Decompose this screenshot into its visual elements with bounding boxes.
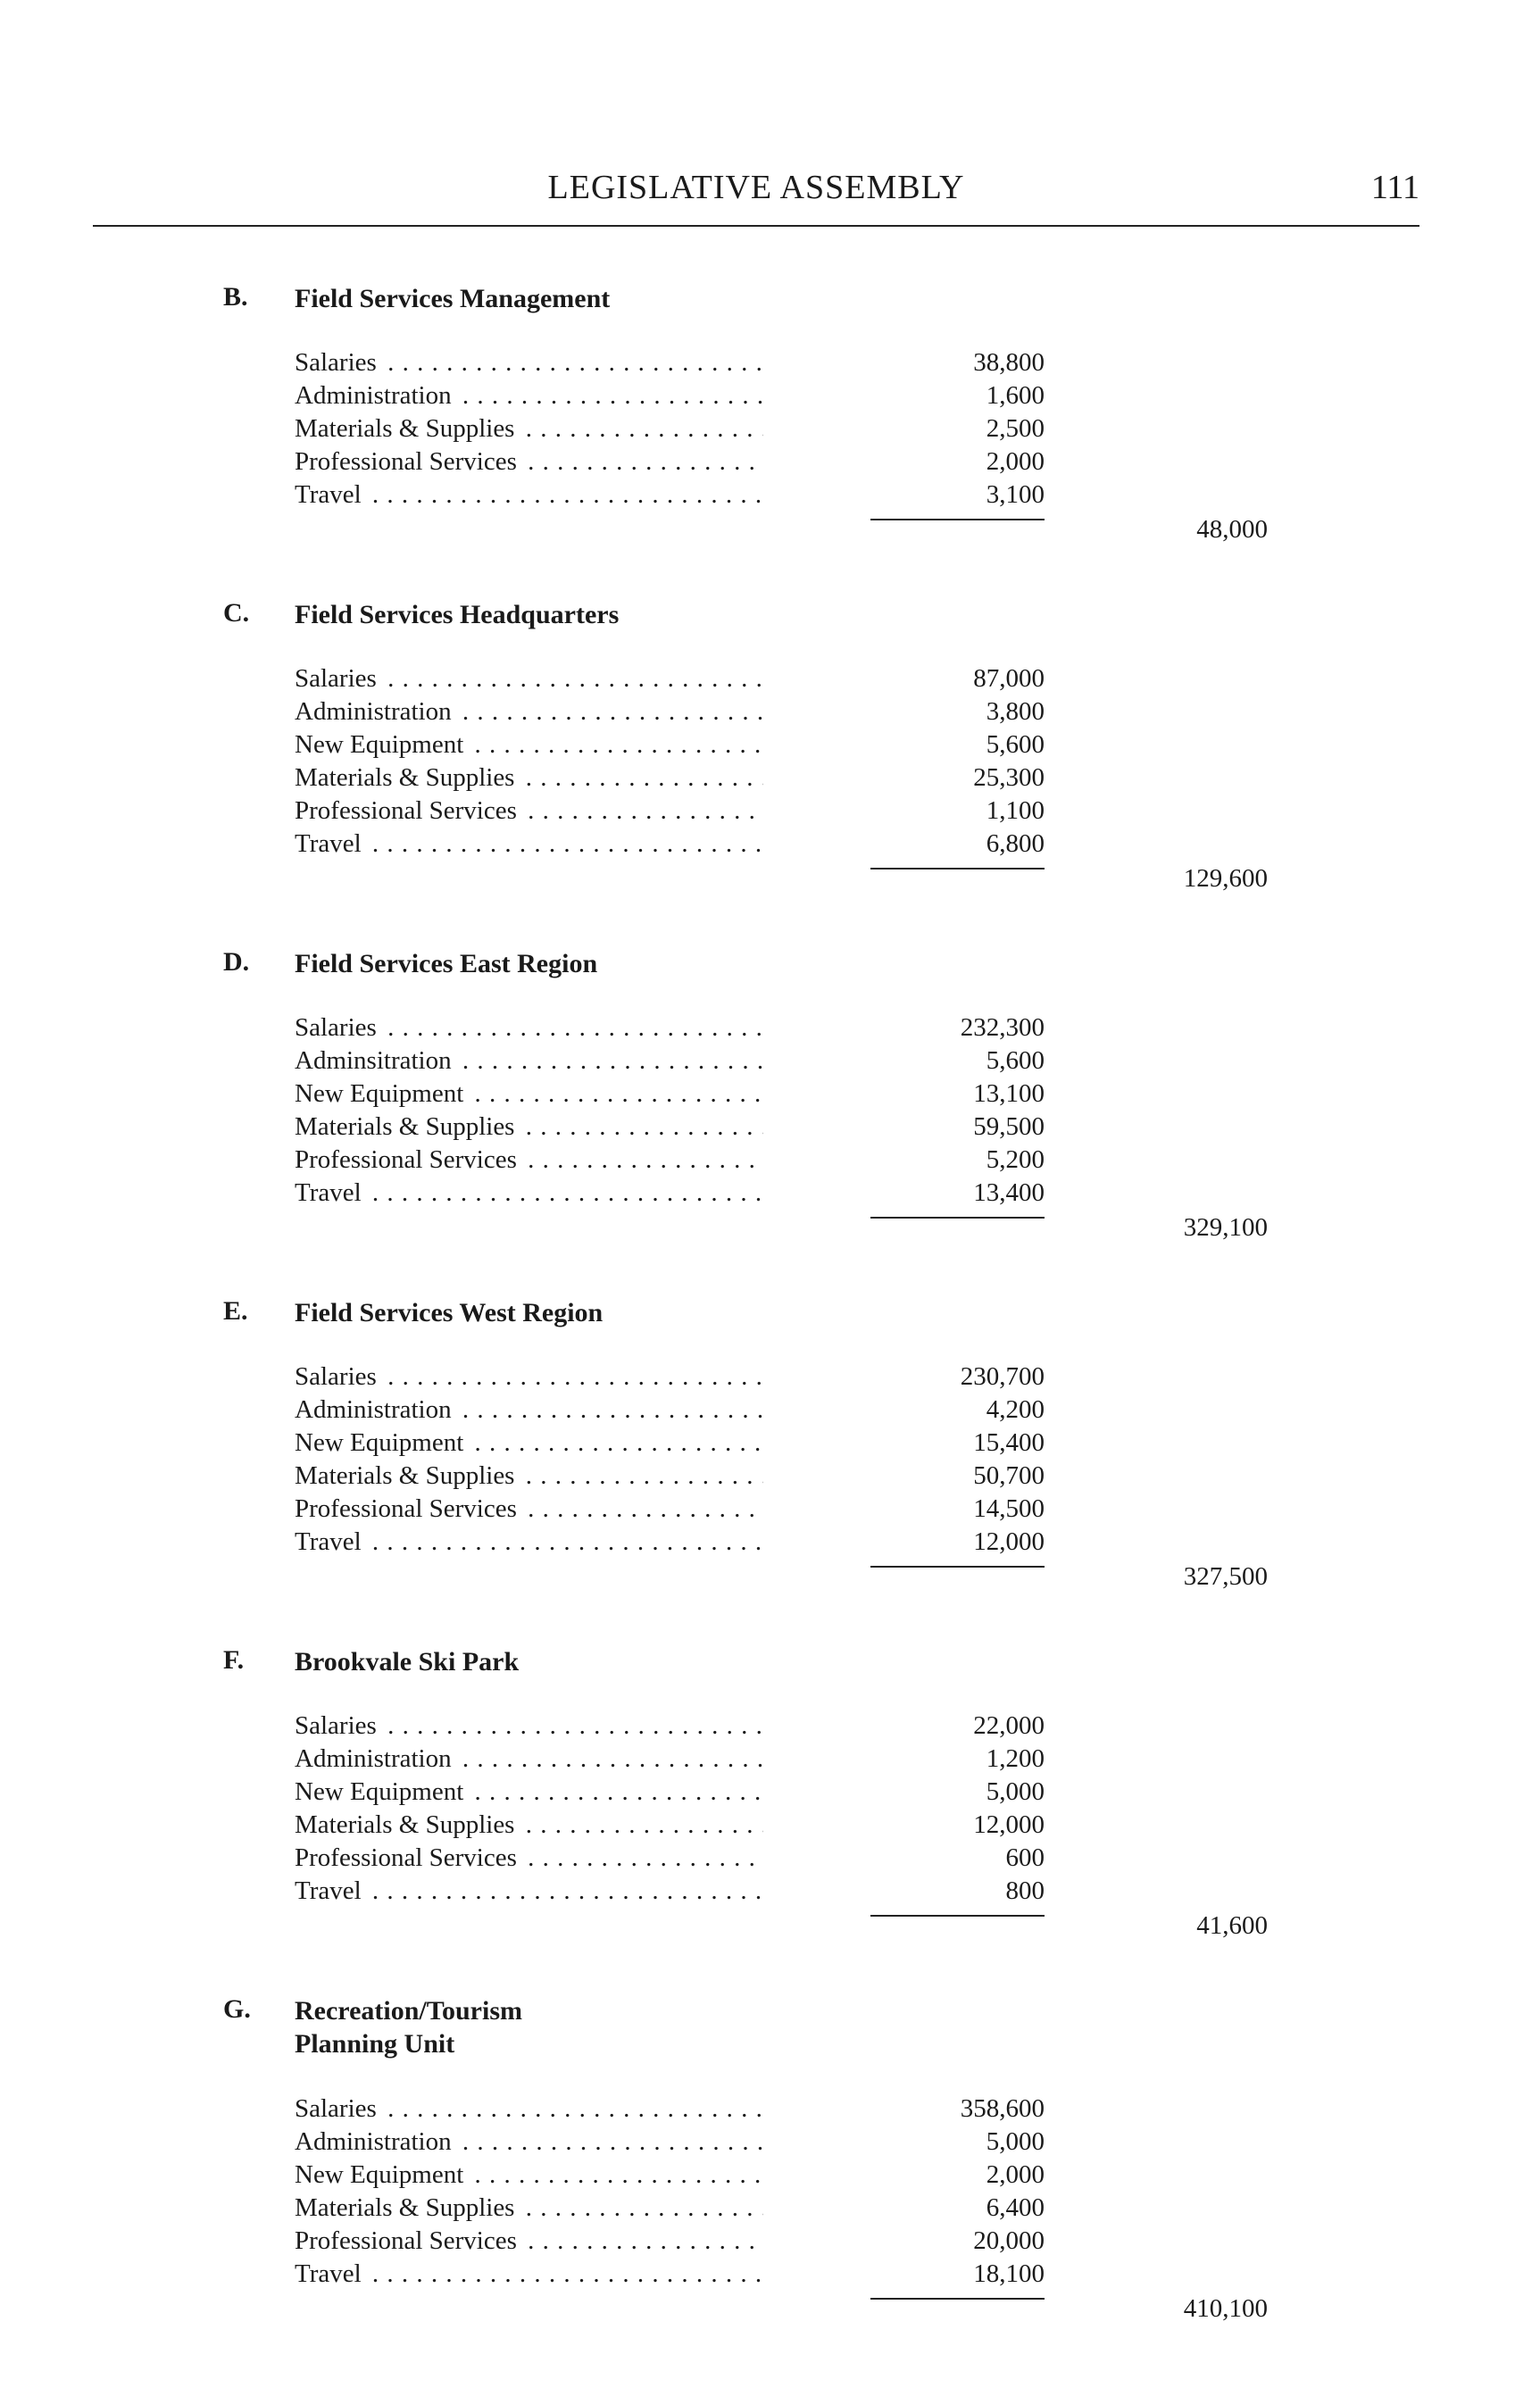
- line-item-label: Professional Services . . .: [295, 445, 763, 478]
- subtotal-rule: [870, 2298, 1045, 2300]
- section-total: 129,600: [1183, 864, 1268, 893]
- line-item: [295, 379, 1205, 412]
- line-item-amount: 5,000: [986, 1777, 1045, 1806]
- line-item: [295, 1144, 1205, 1177]
- line-item-label: Professional Services . . .: [295, 1493, 763, 1526]
- line-item: [295, 695, 1205, 728]
- header-divider: [93, 225, 1419, 227]
- line-item-label: New Equipment . . .: [295, 728, 763, 761]
- line-item-amount: 87,000: [973, 664, 1045, 693]
- line-item-amount: 358,600: [960, 2094, 1045, 2123]
- line-item: [295, 1809, 1205, 1842]
- line-items: [295, 346, 1205, 512]
- line-item-label: Professional Services . . .: [295, 795, 763, 828]
- line-item: [295, 346, 1205, 379]
- line-item-amount: 14,500: [973, 1494, 1045, 1523]
- line-item: [295, 412, 1205, 445]
- line-item: [295, 1011, 1205, 1044]
- budget-section: [223, 1994, 1268, 2324]
- line-item: [295, 1460, 1205, 1493]
- line-item-amount: 18,100: [973, 2259, 1045, 2288]
- line-item-amount: 50,700: [973, 1461, 1045, 1490]
- section-heading: [223, 1645, 1205, 1690]
- line-item-label: Salaries . . .: [295, 346, 763, 379]
- line-item-amount: 25,300: [973, 763, 1045, 792]
- section-letter: E.: [223, 1296, 248, 1326]
- section-total: 41,600: [1196, 1911, 1268, 1940]
- line-item-label: Adminsitration . . .: [295, 1044, 763, 1078]
- line-item-label: Travel . . .: [295, 1875, 763, 1908]
- section-total-row: [295, 861, 1268, 894]
- line-item: [295, 1776, 1205, 1809]
- line-item: [295, 1427, 1205, 1460]
- line-item-label: Professional Services . . .: [295, 1144, 763, 1177]
- line-item-label: Professional Services . . .: [295, 1842, 763, 1875]
- page-header: [93, 159, 1419, 221]
- line-item-amount: 12,000: [973, 1527, 1045, 1556]
- line-item-label: Salaries . . .: [295, 2093, 763, 2126]
- line-item-label: Administration . . .: [295, 1743, 763, 1776]
- section-total: 329,100: [1183, 1213, 1268, 1242]
- subtotal-rule: [870, 1915, 1045, 1917]
- section-heading: [223, 1994, 1205, 2073]
- line-item: [295, 1743, 1205, 1776]
- line-item-label: Travel . . .: [295, 828, 763, 861]
- line-item-label: New Equipment . . .: [295, 1078, 763, 1111]
- line-item-amount: 800: [1005, 1876, 1045, 1905]
- page-number: 111: [1370, 169, 1419, 206]
- line-item: [295, 1360, 1205, 1394]
- section-title: [295, 1994, 741, 2060]
- line-item-label: Materials & Supplies . . .: [295, 1460, 763, 1493]
- line-item: [295, 662, 1205, 695]
- line-item-amount: 2,500: [986, 414, 1045, 443]
- line-item-amount: 1,100: [986, 796, 1045, 825]
- line-item-amount: 3,800: [986, 697, 1045, 726]
- section-total-row: [295, 2291, 1268, 2324]
- line-item-label: Administration . . .: [295, 379, 763, 412]
- section-total: 410,100: [1183, 2294, 1268, 2323]
- line-item-amount: 12,000: [973, 1810, 1045, 1839]
- page-title: LEGISLATIVE ASSEMBLY: [547, 169, 965, 206]
- line-item-label: Travel . . .: [295, 478, 763, 512]
- line-item-label: Administration . . .: [295, 2126, 763, 2159]
- section-letter: B.: [223, 282, 248, 312]
- section-letter: F.: [223, 1645, 245, 1675]
- line-item: [295, 2258, 1205, 2291]
- section-letter: G.: [223, 1994, 251, 2024]
- line-item-label: New Equipment . . .: [295, 1427, 763, 1460]
- line-item-label: Travel . . .: [295, 1526, 763, 1559]
- line-item-amount: 5,600: [986, 730, 1045, 759]
- section-total: 48,000: [1196, 515, 1268, 544]
- line-item-label: Salaries . . .: [295, 1011, 763, 1044]
- line-item: [295, 1493, 1205, 1526]
- line-item-amount: 6,800: [986, 829, 1045, 858]
- section-title: Field Services Management: [295, 284, 611, 313]
- line-item-label: Materials & Supplies . . .: [295, 412, 763, 445]
- line-item-label: Travel . . .: [295, 1177, 763, 1210]
- line-item-label: Materials & Supplies . . .: [295, 761, 763, 795]
- line-item: [295, 1842, 1205, 1875]
- line-item-label: Salaries . . .: [295, 662, 763, 695]
- line-item-label: Travel . . .: [295, 2258, 763, 2291]
- line-item-amount: 22,000: [973, 1711, 1045, 1740]
- section-heading: [223, 282, 1205, 327]
- line-item-label: Salaries . . .: [295, 1710, 763, 1743]
- line-item-amount: 5,600: [986, 1046, 1045, 1075]
- section-letter: C.: [223, 598, 250, 628]
- section-total-row: [295, 512, 1268, 545]
- line-item: [295, 1078, 1205, 1111]
- subtotal-rule: [870, 1217, 1045, 1219]
- section-heading: [223, 1296, 1205, 1341]
- budget-section: [223, 1645, 1268, 1941]
- line-item-amount: 5,000: [986, 2127, 1045, 2156]
- section-title: Field Services East Region: [295, 949, 598, 978]
- line-items: [295, 662, 1205, 861]
- line-item: [295, 2126, 1205, 2159]
- line-item-label: Administration . . .: [295, 1394, 763, 1427]
- budget-section: [223, 947, 1268, 1243]
- line-items: [295, 1360, 1205, 1559]
- line-item-amount: 2,000: [986, 2160, 1045, 2189]
- line-item: [295, 2192, 1205, 2225]
- line-item-amount: 13,100: [973, 1079, 1045, 1108]
- line-item: [295, 1044, 1205, 1078]
- section-title-line: Recreation/Tourism: [295, 1996, 522, 2026]
- line-item-amount: 6,400: [986, 2193, 1045, 2222]
- line-item: [295, 795, 1205, 828]
- budget-section: [223, 282, 1268, 545]
- line-item: [295, 828, 1205, 861]
- line-items: [295, 1710, 1205, 1908]
- line-item-amount: 38,800: [973, 348, 1045, 377]
- line-item-amount: 4,200: [986, 1395, 1045, 1424]
- section-heading: [223, 947, 1205, 992]
- budget-section: [223, 598, 1268, 894]
- line-item: [295, 2159, 1205, 2192]
- line-item-amount: 3,100: [986, 480, 1045, 509]
- line-item-label: New Equipment . . .: [295, 2159, 763, 2192]
- budget-section: [223, 1296, 1268, 1592]
- budget-sections: [223, 282, 1268, 2377]
- line-item-amount: 230,700: [960, 1362, 1045, 1391]
- section-title: Field Services West Region: [295, 1298, 604, 1327]
- line-item: [295, 1526, 1205, 1559]
- section-title: Field Services Headquarters: [295, 600, 620, 629]
- section-total-row: [295, 1908, 1268, 1941]
- line-item: [295, 2093, 1205, 2126]
- section-total-row: [295, 1210, 1268, 1243]
- section-title: Brookvale Ski Park: [295, 1647, 520, 1677]
- line-item: [295, 2225, 1205, 2258]
- line-item-amount: 13,400: [973, 1178, 1045, 1207]
- line-item-label: Materials & Supplies . . .: [295, 1111, 763, 1144]
- line-item-amount: 232,300: [960, 1013, 1045, 1042]
- line-item: [295, 1394, 1205, 1427]
- line-item-label: Materials & Supplies . . .: [295, 1809, 763, 1842]
- line-item: [295, 1875, 1205, 1908]
- line-item-label: Salaries . . .: [295, 1360, 763, 1394]
- line-item-label: Professional Services . . .: [295, 2225, 763, 2258]
- line-item: [295, 728, 1205, 761]
- section-heading: [223, 598, 1205, 643]
- subtotal-rule: [870, 1566, 1045, 1568]
- line-item-amount: 1,200: [986, 1744, 1045, 1773]
- line-item: [295, 1710, 1205, 1743]
- line-item-amount: 59,500: [973, 1112, 1045, 1141]
- line-item: [295, 1177, 1205, 1210]
- subtotal-rule: [870, 868, 1045, 869]
- line-item-amount: 600: [1005, 1843, 1045, 1872]
- section-total: 327,500: [1183, 1562, 1268, 1591]
- line-item-label: New Equipment . . .: [295, 1776, 763, 1809]
- line-item-amount: 20,000: [973, 2226, 1045, 2255]
- line-item-label: Materials & Supplies . . .: [295, 2192, 763, 2225]
- line-item: [295, 445, 1205, 478]
- line-item-amount: 2,000: [986, 447, 1045, 476]
- line-items: [295, 2093, 1205, 2291]
- line-items: [295, 1011, 1205, 1210]
- line-item: [295, 478, 1205, 512]
- line-item: [295, 761, 1205, 795]
- section-letter: D.: [223, 947, 250, 977]
- line-item: [295, 1111, 1205, 1144]
- line-item-amount: 15,400: [973, 1428, 1045, 1457]
- section-total-row: [295, 1559, 1268, 1592]
- line-item-amount: 5,200: [986, 1145, 1045, 1174]
- section-title-line: Planning Unit: [295, 2029, 455, 2059]
- subtotal-rule: [870, 519, 1045, 520]
- line-item-amount: 1,600: [986, 381, 1045, 410]
- line-item-label: Administration . . .: [295, 695, 763, 728]
